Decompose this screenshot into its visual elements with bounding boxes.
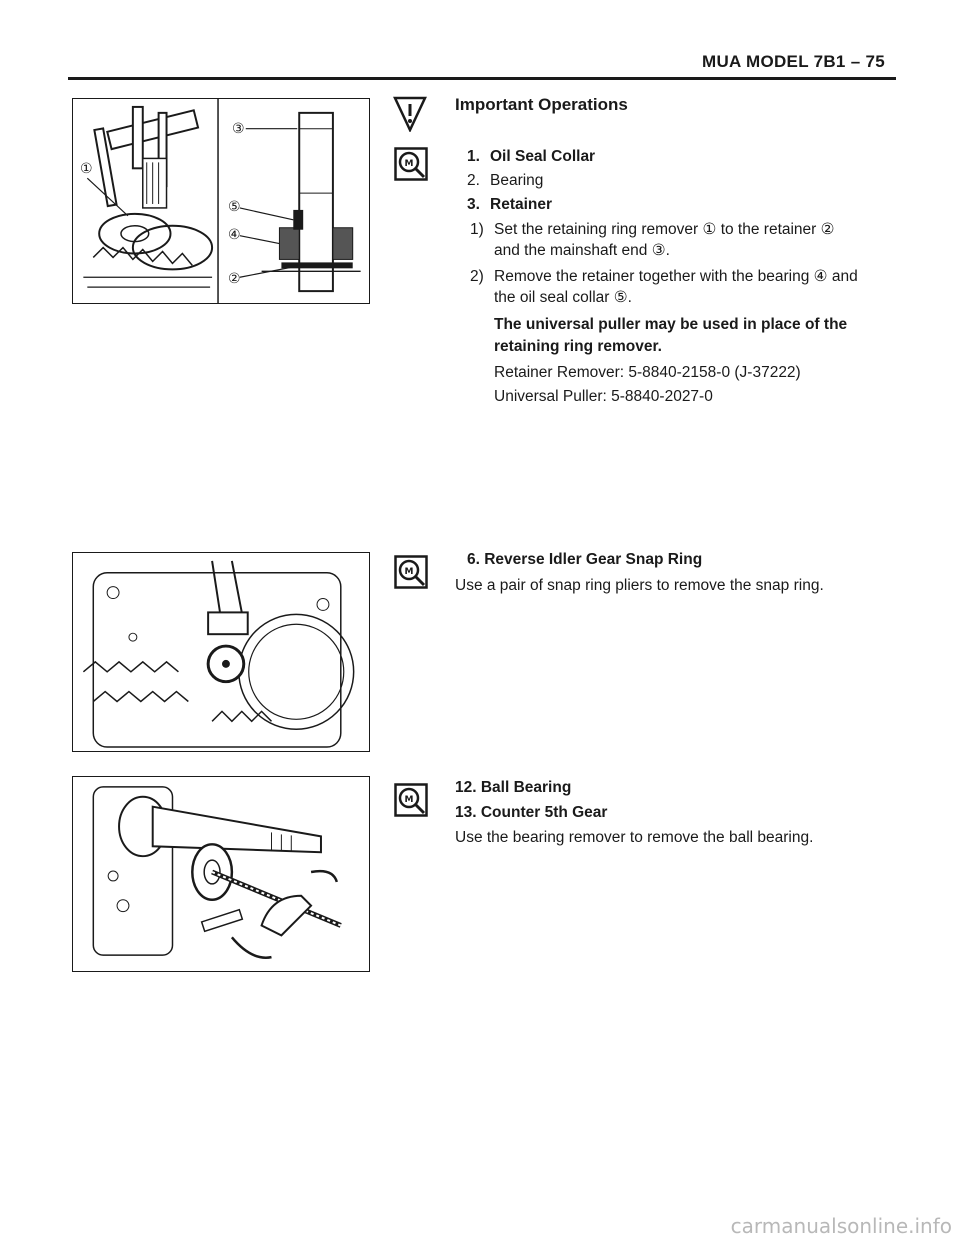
figure-bearing-remover	[72, 776, 370, 972]
item-1-number: 1.	[467, 148, 480, 165]
figure-snap-ring-pliers	[72, 552, 370, 752]
step-1-line1: Set the retaining ring remover ① to the retainer ②	[494, 221, 835, 238]
bearing-remover-illustration	[73, 777, 369, 971]
svg-text:M: M	[404, 159, 414, 169]
callout-4: ④	[228, 226, 241, 242]
important-operations-heading: Important Operations	[455, 95, 628, 114]
snap-ring-pliers-illustration	[73, 553, 369, 751]
callout-2: ②	[228, 270, 241, 286]
header-rule	[68, 77, 896, 80]
important-triangle-icon	[393, 96, 427, 132]
item-1-label: Oil Seal Collar	[490, 148, 596, 165]
item-3-number: 3.	[467, 196, 480, 213]
figure-retainer-removal	[72, 98, 370, 304]
svg-text:M: M	[404, 567, 414, 577]
callout-5: ⑤	[228, 198, 241, 214]
note-line-1: The universal puller may be used in place of the	[494, 316, 848, 333]
step-2-line1: Remove the retainer together with the bearing ④ and	[494, 268, 858, 285]
item-2-number: 2.	[467, 172, 480, 189]
tool-universal-puller: Universal Puller: 5-8840-2027-0	[494, 388, 713, 405]
counter-gear-item: 13. Counter 5th Gear	[455, 804, 608, 821]
bearing-body: Use the bearing remover to remove the ball bearing.	[455, 829, 814, 846]
removal-inspect-icon	[394, 783, 428, 817]
step-1-line2: and the mainshaft end ③.	[494, 242, 670, 259]
svg-text:M: M	[404, 795, 414, 805]
step-2-number: 2)	[470, 268, 484, 285]
watermark: carmanualsonline.info	[730, 1214, 952, 1238]
callout-3: ③	[232, 120, 245, 136]
callout-1: ①	[80, 160, 93, 176]
removal-inspect-icon	[394, 555, 428, 589]
item-2-label: Bearing	[490, 172, 544, 189]
snap-ring-body: Use a pair of snap ring pliers to remove the snap ring.	[455, 577, 824, 594]
step-1-number: 1)	[470, 221, 484, 238]
snap-ring-heading: 6. Reverse Idler Gear Snap Ring	[467, 551, 703, 568]
removal-inspect-icon	[394, 147, 428, 181]
ball-bearing-item: 12. Ball Bearing	[455, 779, 572, 796]
page-header-title: MUA MODEL 7B1 – 75	[701, 52, 885, 71]
tool-retainer-remover: Retainer Remover: 5-8840-2158-0 (J-37222)	[494, 364, 801, 381]
step-2-line2: the oil seal collar ⑤.	[494, 289, 632, 306]
note-line-2: retaining ring remover.	[494, 338, 662, 355]
retainer-removal-illustration	[73, 99, 369, 303]
item-3-label: Retainer	[490, 196, 553, 213]
